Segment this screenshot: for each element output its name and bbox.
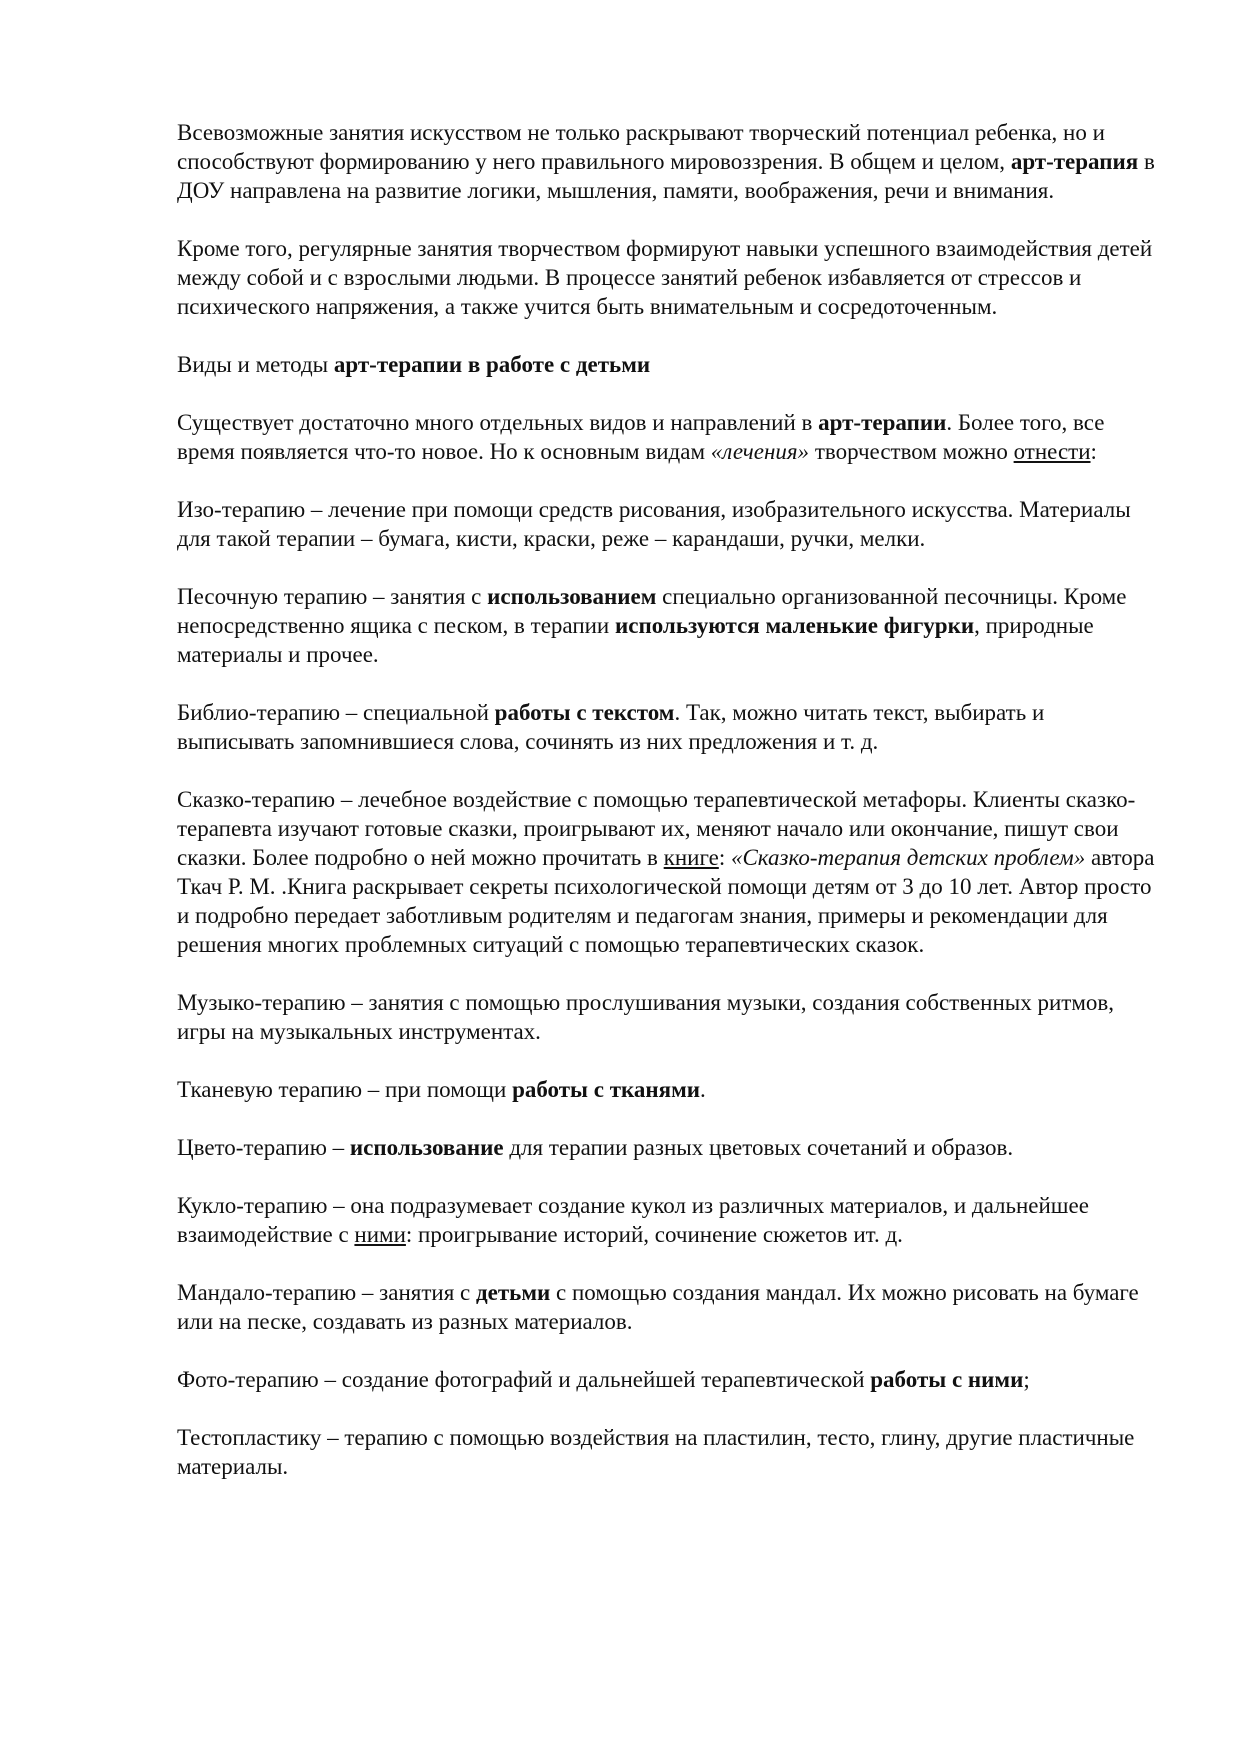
paragraph-benefits: Кроме того, регулярные занятия творчеством формируют навыки успешного взаимодействия детей между собой и с взрослыми людьми. В процессе занятий ребенок избавляется от стрессов и психического напряжения, а также учится быть внимательным и сосредоточенным.: [177, 236, 1153, 319]
bold-term: работы с ними: [870, 1367, 1024, 1392]
bold-term: детьми: [476, 1280, 551, 1305]
bold-term: использованием: [487, 584, 657, 609]
paragraph-doll-therapy: Кукло-терапию – она подразумевает создание кукол из различных материалов, и дальнейшее взаимодействие с ними: проигрывание историй, сочинение сюжетов ит. д.: [177, 1193, 1089, 1247]
paragraph-music-therapy: Музыко-терапию – занятия с помощью прослушивания музыки, создания собственных ритмов, игры на музыкальных инструментах.: [177, 990, 1114, 1044]
link-nimi[interactable]: ними: [354, 1222, 406, 1247]
bold-term: использование: [349, 1135, 504, 1160]
link-knige[interactable]: книге: [663, 845, 719, 870]
bold-term: работы с тканями: [512, 1077, 701, 1102]
paragraph-mandala-therapy: Мандало-терапию – занятия с детьми с помощью создания мандал. Их можно рисовать на бумаге или на песке, создавать из разных материалов.: [177, 1280, 1139, 1334]
paragraph-fabric-therapy: Тканевую терапию – при помощи работы с тканями.: [177, 1077, 706, 1102]
bold-term: арт-терапия: [1010, 149, 1139, 174]
section-heading: Виды и методы арт-терапии в работе с детьми: [177, 352, 651, 377]
paragraph-intro: Всевозможные занятия искусством не только раскрывают творческий потенциал ребенка, но и способствуют формированию у него правильного мировоззрения. В общем и целом, арт-терапия в ДОУ направлена на развитие логики, мышления, памяти, воображения, речи и внимания.: [177, 120, 1155, 203]
link-otnesti[interactable]: отнести: [1013, 439, 1091, 464]
paragraph-color-therapy: Цвето-терапию – использование для терапии разных цветовых сочетаний и образов.: [177, 1135, 1014, 1160]
paragraph-fairytale-therapy: Сказко-терапию – лечебное воздействие с помощью терапевтической метафоры. Клиенты сказко-терапевта изучают готовые сказки, проигрывают их, меняют начало или окончание, пишут свои сказки. Более подробно о ней можно прочитать в книге: «Сказко-терапия детских проблем» автора Ткач Р. М. .Книга раскрывает секреты психологической помощи детям от 3 до 10 лет. Автор просто и подробно передает заботливым родителям и педагогам знания, примеры и рекомендации для решения многих проблемных ситуаций с помощью терапевтических сказок.: [177, 787, 1155, 957]
paragraph-sand-therapy: Песочную терапию – занятия с использованием специально организованной песочницы. Кроме непосредственно ящика с песком, в терапии используются маленькие фигурки, природные материалы и прочее.: [177, 584, 1127, 667]
paragraph-biblio-therapy: Библио-терапию – специальной работы с текстом. Так, можно читать текст, выбирать и выписывать запомнившиеся слова, сочинять из них предложения и т. д.: [177, 700, 1045, 754]
italic-book-title: «Сказко-терапия детских проблем»: [730, 845, 1086, 870]
paragraph-testoplastika: Тестопластику – терапию с помощью воздействия на пластилин, тесто, глину, другие пластичные материалы.: [177, 1425, 1135, 1479]
bold-term: арт-терапии в работе с детьми: [333, 352, 651, 377]
paragraph-types-intro: Существует достаточно много отдельных видов и направлений в арт-терапии. Более того, все время появляется что-то новое. Но к основным видам «лечения» творчеством можно отнести:: [177, 410, 1105, 464]
bold-term: арт-терапии: [818, 410, 947, 435]
bold-term: используются маленькие фигурки: [615, 613, 975, 638]
document-body: [177, 118, 1157, 1510]
paragraph-izo-therapy: Изо-терапию – лечение при помощи средств рисования, изобразительного искусства. Материалы для такой терапии – бумага, кисти, краски, реже – карандаши, ручки, мелки.: [177, 497, 1131, 551]
paragraph-photo-therapy: Фото-терапию – создание фотографий и дальнейшей терапевтической работы с ними;: [177, 1367, 1030, 1392]
italic-term: «лечения»: [710, 439, 810, 464]
bold-term: работы с текстом: [494, 700, 675, 725]
